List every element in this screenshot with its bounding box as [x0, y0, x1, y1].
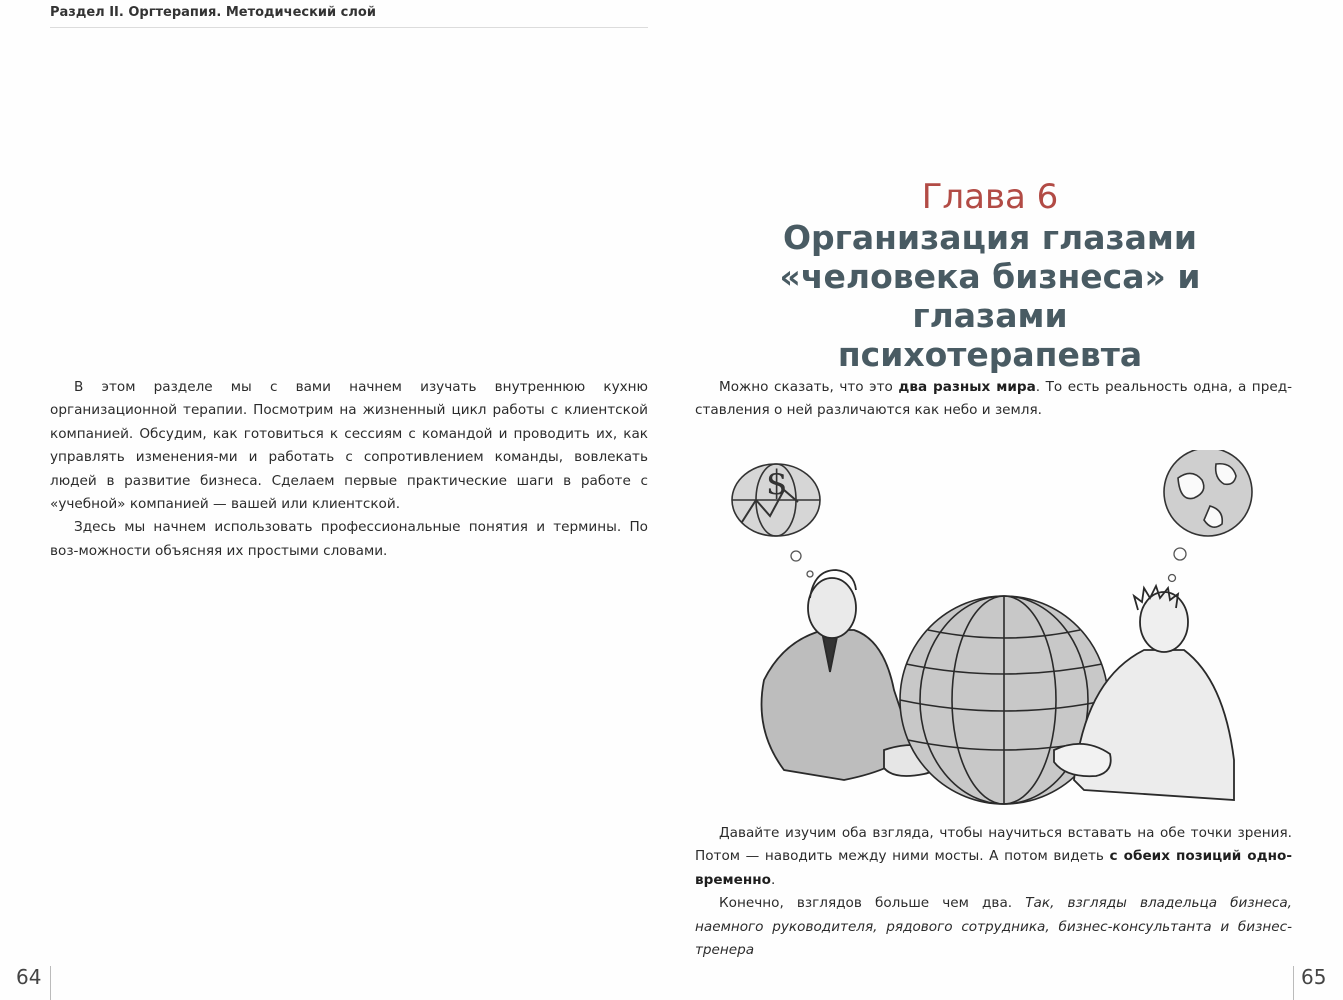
body-paragraph-2 [695, 892, 1292, 962]
body-text-3: Конечно, взглядов больше чем два. [719, 895, 1026, 912]
right-intro [695, 376, 1292, 423]
svg-text:$: $ [766, 463, 788, 503]
body-text-1: Давайте изучим оба взгляда, чтобы научиться вставать на обе точки зрения. Потом — наводить между ними мосты. А потом видеть [695, 825, 1292, 865]
chapter-title-line-3: психотерапевта [837, 335, 1143, 374]
chapter-label: Глава 6 [921, 177, 1059, 217]
two-men-holding-globe-illustration [724, 450, 1284, 820]
chapter-title [700, 218, 1280, 374]
page-divider-right [1293, 966, 1294, 1000]
left-paragraph-1: В этом разделе мы с вами начнем изучать внутреннюю кухню организационной терапии. Посмотрим на жизненный цикл работы с клиентской компанией. Обсудим, как готовиться к сессиям с командой и проводить их, как управлять изменения-ми и работать с сопротивлением команды, вовлекать людей в развитие бизнеса. Сделаем первые практические шаги в работе с «учебной» компанией — вашей или клиентской. [50, 379, 648, 513]
chapter-title-line-1: Организация глазами [782, 218, 1198, 257]
dollar-globe-thought-icon [732, 463, 820, 536]
left-paragraph-2: Здесь мы начнем использовать профессиональные понятия и термины. По воз-можности объясняя их простыми словами. [50, 519, 648, 559]
intro-paragraph [695, 376, 1292, 423]
page-number-left: 64 [16, 965, 42, 989]
chapter-heading [700, 176, 1280, 374]
running-head: Раздел II. Оргтерапия. Методический слой [50, 5, 648, 28]
body-bold: с обеих позиций одно-временно [695, 848, 1292, 888]
body-paragraph-1 [695, 822, 1292, 892]
right-body [695, 822, 1292, 962]
page-divider-left [50, 966, 51, 1000]
intro-text-1: Можно сказать, что это [719, 379, 899, 395]
body-italic: Так, взгляды владельца бизнеса, наемного руководителя, рядового сотрудника, бизнес-консультанта и бизнес-тренера [695, 895, 1292, 959]
earth-thought-icon [1164, 450, 1252, 536]
page-number-right: 65 [1301, 965, 1327, 989]
intro-text-2: . То есть реальность одна, а пред-ставления о ней различаются как небо и земля. [695, 379, 1292, 419]
left-page-body [50, 376, 648, 563]
intro-bold: два разных мира [898, 379, 1036, 395]
body-text-2: . [771, 871, 776, 888]
chapter-title-line-2: «человека бизнеса» и глазами [779, 257, 1201, 335]
